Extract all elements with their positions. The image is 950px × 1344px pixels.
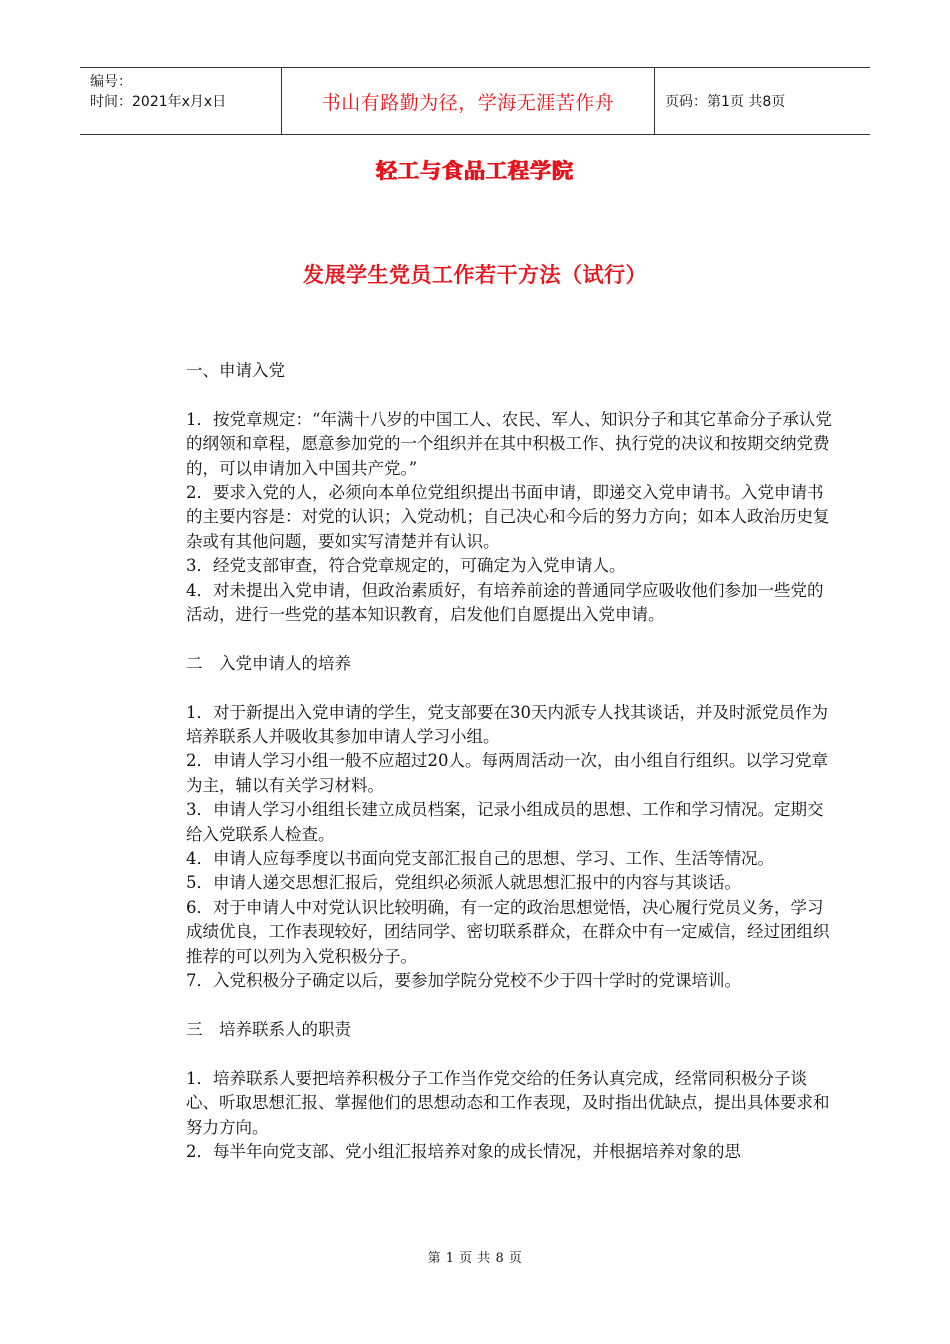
- section-heading: 二 入党申请人的培养: [186, 653, 351, 673]
- header-meta-cell: [80, 68, 282, 134]
- paragraph: 4．对未提出入党申请，但政治素质好，有培养前途的普通同学应吸收他们参加一些党的活动，进行一些党的基本知识教育，启发他们自愿提出入党申请。: [186, 580, 824, 625]
- school-name: 轻工与食品工程学院: [376, 159, 574, 183]
- paragraph: 6．对于申请人中对党认识比较明确，有一定的政治思想觉悟，决心履行党员义务，学习成绩优良，工作表现较好，团结同学、密切联系群众，在群众中有一定威信，经过团组织推荐的可以列为入党积极分子。: [186, 897, 830, 966]
- time-label: 时间：2021年x月x日: [90, 94, 227, 110]
- paragraph: 2．每半年向党支部、党小组汇报培养对象的成长情况，并根据培养对象的思: [186, 1141, 741, 1161]
- header-motto: 书山有路勤为径，学海无涯苦作舟: [282, 68, 655, 134]
- section-heading: 三 培养联系人的职责: [186, 1019, 351, 1039]
- header-page-label: 页码：第1页 共8页: [665, 94, 786, 110]
- paragraph: 1．对于新提出入党申请的学生，党支部要在30天内派专人找其谈话，并及时派党员作为培养联系人并吸收其参加申请人学习小组。: [186, 702, 828, 747]
- paragraph: 1．培养联系人要把培养积极分子工作当作党交给的任务认真完成，经常同积极分子谈心、听取思想汇报、掌握他们的思想动态和工作表现，及时指出优缺点，提出具体要求和努力方向。: [186, 1068, 830, 1137]
- page-header-table: [80, 67, 870, 135]
- document-body: [186, 359, 834, 1164]
- paragraph: 4．申请人应每季度以书面向党支部汇报自己的思想、学习、工作、生活等情况。: [186, 849, 774, 869]
- paragraph: 3．经党支部审查，符合党章规定的，可确定为入党申请人。: [186, 556, 626, 576]
- paragraph: 3．申请人学习小组组长建立成员档案，记录小组成员的思想、工作和学习情况。定期交给入党联系人检查。: [186, 800, 824, 844]
- page-footer: 第 1 页 共 8 页: [427, 1251, 523, 1266]
- document-title: 发展学生党员工作若干方法（试行）: [303, 263, 647, 287]
- paragraph: 7．入党积极分子确定以后，要参加学院分党校不少于四十学时的党课培训。: [186, 971, 741, 991]
- paragraph: 2．要求入党的人，必须向本单位党组织提出书面申请，即递交入党申请书。入党申请书的主要内容是：对党的认识；入党动机；自己决心和今后的努力方向；如本人政治历史复杂或有其他问题，要如实写清楚并有认识。: [186, 483, 830, 551]
- section-heading: 一、申请入党: [186, 361, 285, 380]
- paragraph: 1．按党章规定：“年满十八岁的中国工人、农民、军人、知识分子和其它革命分子承认党的纲领和章程，愿意参加党的一个组织并在其中积极工作、执行党的决议和按期交纳党费的，可以申请加入中国共产党。”: [186, 409, 832, 478]
- paragraph: 2．申请人学习小组一般不应超过20人。每两周活动一次，由小组自行组织。以学习党章为主，辅以有关学习材料。: [186, 751, 828, 795]
- number-label: 编号：: [90, 74, 132, 90]
- paragraph: 5．申请人递交思想汇报后，党组织必须派人就思想汇报中的内容与其谈话。: [186, 873, 741, 893]
